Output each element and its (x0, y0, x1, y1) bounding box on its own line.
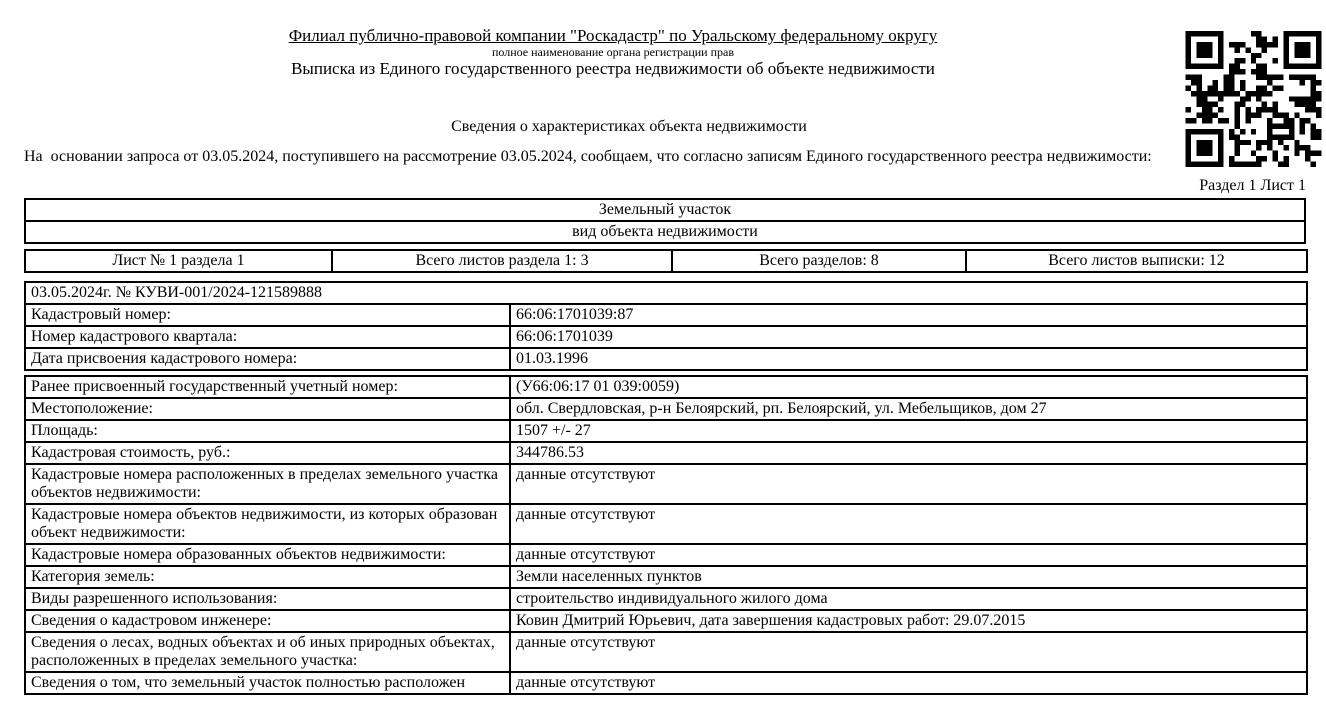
sheet-info-table (24, 249, 1308, 273)
registration-table (24, 281, 1308, 371)
row-value: обл. Свердловская, р-н Белоярский, рп. Белоярский, ул. Мебельщиков, дом 27 (510, 398, 1307, 420)
row-value: данные отсутствуют (510, 632, 1307, 672)
sections-total-cell: Всего разделов: 8 (672, 250, 966, 272)
row-label: Категория земель: (25, 566, 510, 588)
row-label: Номер кадастрового квартала: (25, 326, 510, 348)
table-row (25, 221, 1305, 243)
table-row (25, 398, 1307, 420)
row-label: Кадастровые номера объектов недвижимости, из которых образован объект недвижимости: (25, 504, 510, 544)
table-row (25, 544, 1307, 566)
row-value: 1507 +/- 27 (510, 420, 1307, 442)
request-number-cell: 03.05.2024г. № КУВИ-001/2024-121589888 (25, 282, 1307, 304)
row-label: Кадастровая стоимость, руб.: (25, 442, 510, 464)
table-row (25, 326, 1307, 348)
row-label: Площадь: (25, 420, 510, 442)
row-value: 66:06:1701039 (510, 326, 1307, 348)
row-label: Дата присвоения кадастрового номера: (25, 348, 510, 370)
table-row (25, 199, 1305, 221)
table-row (25, 464, 1307, 504)
table-row (25, 282, 1307, 304)
row-value: данные отсутствуют (510, 672, 1307, 694)
row-value: (У66:06:17 01 039:0059) (510, 376, 1307, 398)
row-value: Земли населенных пунктов (510, 566, 1307, 588)
table-row (25, 376, 1307, 398)
extract-sheets-total-cell: Всего листов выписки: 12 (966, 250, 1307, 272)
table-row (25, 672, 1307, 694)
row-label: Кадастровый номер: (25, 304, 510, 326)
section-title: Сведения о характеристиках объекта недвижимости (451, 118, 807, 135)
object-type-table (24, 198, 1306, 244)
object-type-caption: вид объекта недвижимости (25, 221, 1305, 243)
row-label: Кадастровые номера образованных объектов недвижимости: (25, 544, 510, 566)
document-header (24, 26, 1202, 79)
object-type-value: Земельный участок (25, 199, 1305, 221)
table-row (25, 348, 1307, 370)
table-row (25, 610, 1307, 632)
row-label: Сведения о лесах, водных объектах и об иных природных объектах, расположенных в пределах земельного участка: (25, 632, 510, 672)
document-title: Выписка из Единого государственного реестра недвижимости об объекте недвижимости (291, 59, 935, 78)
details-table (24, 375, 1308, 695)
row-label: Местоположение: (25, 398, 510, 420)
row-label: Виды разрешенного использования: (25, 588, 510, 610)
row-value: строительство индивидуального жилого дома (510, 588, 1307, 610)
table-row (25, 588, 1307, 610)
row-value: 01.03.1996 (510, 348, 1307, 370)
row-value: Ковин Дмитрий Юрьевич, дата завершения кадастровых работ: 29.07.2015 (510, 610, 1307, 632)
egrn-extract-page (0, 26, 1326, 716)
registration-authority-name: Филиал публично-правовой компании "Роскадастр" по Уральскому федеральному округу (288, 26, 938, 45)
row-value: данные отсутствуют (510, 464, 1307, 504)
registration-authority-caption: полное наименование органа регистрации прав (491, 45, 735, 59)
row-label: Ранее присвоенный государственный учетный номер: (25, 376, 510, 398)
request-basis-text: На основании запроса от 03.05.2024, поступившего на рассмотрение 03.05.2024, сообщаем, что согласно записям Единого государственного реестра недвижимости: (24, 148, 1152, 165)
table-row (25, 566, 1307, 588)
row-label: Сведения о том, что земельный участок полностью расположен (25, 672, 510, 694)
table-row (25, 304, 1307, 326)
row-value: данные отсутствуют (510, 544, 1307, 566)
section-sheet-label: Раздел 1 Лист 1 (1199, 177, 1306, 194)
table-row (25, 250, 1307, 272)
table-row (25, 632, 1307, 672)
row-value: 66:06:1701039:87 (510, 304, 1307, 326)
table-row (25, 420, 1307, 442)
row-label: Сведения о кадастровом инженере: (25, 610, 510, 632)
sheet-number-cell: Лист № 1 раздела 1 (25, 250, 332, 272)
row-value: 344786.53 (510, 442, 1307, 464)
table-row (25, 504, 1307, 544)
section-sheets-total-cell: Всего листов раздела 1: 3 (332, 250, 672, 272)
qr-code-icon (1185, 31, 1322, 167)
row-label: Кадастровые номера расположенных в пределах земельного участка объектов недвижимости: (25, 464, 510, 504)
row-value: данные отсутствуют (510, 504, 1307, 544)
table-row (25, 442, 1307, 464)
